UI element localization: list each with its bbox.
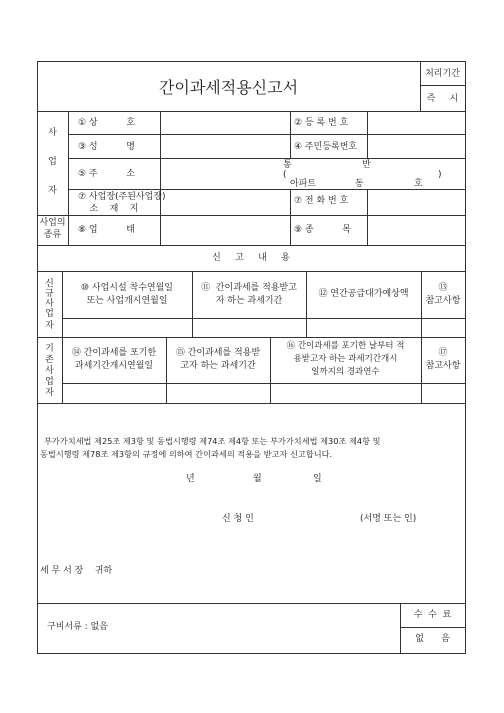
business-type-row-bottom xyxy=(37,245,465,246)
addressee: 세 무 서 장 귀하 xyxy=(40,566,113,576)
fee-value: 없 음 xyxy=(415,634,450,644)
statement-line-2: 동법시행령 제78조 제3항의 규정에 의하여 간이과세의 적용을 받고자 신고합니다. xyxy=(40,449,333,459)
business-section-label-3: 자 xyxy=(48,186,57,196)
new-biz-label-4: 업 xyxy=(45,309,54,319)
business-type-field-label: ⑧ 업 태 xyxy=(78,225,135,235)
new-biz-label-3: 사 xyxy=(45,299,54,309)
new-biz-col12: ⑫ 연간공급대가예상액 xyxy=(318,289,409,299)
place-label-line1: ⑦ 사업장(주된사업장) xyxy=(78,192,166,202)
frame-top xyxy=(37,61,465,62)
date-day: 일 xyxy=(313,474,322,484)
address-apt: 아파트 xyxy=(290,179,317,189)
business-col-divider-1 xyxy=(160,111,161,245)
new-biz-label-1: 신 xyxy=(45,279,54,289)
date-month: 월 xyxy=(253,474,262,484)
exist-biz-col15-line2: 고자 하는 과세기간 xyxy=(180,361,256,371)
address-ban: 반 xyxy=(362,160,371,170)
applicant-sign: (서명 또는 인) xyxy=(360,514,417,524)
attachments: 구비서류 : 없음 xyxy=(47,622,108,632)
fee-label: 수 수 료 xyxy=(413,610,452,620)
business-section-label-2: 업 xyxy=(48,157,57,167)
report-header: 신 고 내 용 xyxy=(212,253,290,263)
business-type-label-line2: 종류 xyxy=(43,230,62,240)
frame-right xyxy=(465,61,466,654)
business-row-line-3 xyxy=(68,189,465,190)
new-biz-col10-line2: 또는 사업개시연월일 xyxy=(86,296,168,306)
address-tong: 통 xyxy=(283,160,292,170)
date-year: 년 xyxy=(186,474,195,484)
fee-box-mid xyxy=(400,627,465,628)
processing-value: 즉 시 xyxy=(426,94,459,104)
new-biz-col-divider-2 xyxy=(306,271,307,337)
business-row-line-1 xyxy=(68,134,465,135)
address-label: ⑤ 주 소 xyxy=(78,169,135,179)
phone-label: ⑦ 전 화 번 호 xyxy=(294,196,349,206)
business-col-divider-4 xyxy=(290,189,291,245)
trade-name-label: ① 상 호 xyxy=(78,118,135,128)
business-row-line-2 xyxy=(68,158,465,159)
name-label: ③ 성 명 xyxy=(78,142,135,152)
business-type-label-line1: 사업의 xyxy=(39,218,66,228)
exist-biz-col15-line1: ⑮ 간이과세를 적용받 xyxy=(175,348,261,358)
exist-biz-label-2: 존 xyxy=(45,355,54,365)
form-title: 간이과세적용신고서 xyxy=(158,78,299,97)
exist-biz-col17-line2: 참고사항 xyxy=(425,361,461,371)
resident-no-label: ④ 주민등록번호 xyxy=(294,142,358,152)
exist-biz-label-5: 자 xyxy=(45,388,54,398)
business-item-field-label: ⑨ 종 목 xyxy=(294,225,351,235)
frame-bottom xyxy=(37,653,465,654)
new-biz-label-5: 자 xyxy=(45,321,54,331)
processing-box-mid xyxy=(420,85,465,86)
business-section-label-1: 사 xyxy=(48,128,57,138)
new-biz-col10-line1: ⑩ 사업시설 착수연월일 xyxy=(80,283,174,293)
exist-biz-section-bottom xyxy=(37,403,465,404)
new-biz-col11-line2: 자 하는 과세기간 xyxy=(215,296,283,306)
exist-biz-header-bottom xyxy=(62,383,465,384)
exist-biz-label-3: 사 xyxy=(45,366,54,376)
exist-biz-col17-line1: ⑰ xyxy=(438,348,448,358)
address-paren-close: ) xyxy=(438,170,442,180)
new-biz-label-2: 규 xyxy=(45,289,54,299)
reg-no-label: ② 등 록 번 호 xyxy=(294,118,349,128)
address-dong: 동 xyxy=(355,179,364,189)
new-biz-col13-line1: ⑬ xyxy=(438,283,448,293)
address-paren-open: ( xyxy=(283,170,287,180)
processing-label: 처리기간 xyxy=(425,69,460,79)
exist-biz-col14-line1: ⑭ 간이과세를 포기한 xyxy=(71,348,157,358)
exist-biz-col16-line1: ⑯ 간이과세를 포기한 날부터 적 xyxy=(286,341,405,351)
place-label-line2: 소 재 지 xyxy=(89,204,139,214)
exist-biz-label-4: 업 xyxy=(45,377,54,387)
title-bottom-line xyxy=(37,111,465,112)
exist-biz-label-1: 기 xyxy=(45,344,54,354)
exist-biz-col16-line2: 용받고자 하는 과세기간개시 xyxy=(293,354,398,364)
statement-line-1: 부가가치세법 제25조 제3항 및 동법시행령 제74조 제4항 또는 부가가치세법 제30조 제4항 및 xyxy=(44,436,381,446)
business-label-divider xyxy=(68,111,69,245)
new-biz-section-bottom xyxy=(37,337,465,338)
address-ho: 호 xyxy=(414,179,423,189)
new-biz-col13-line2: 참고사항 xyxy=(425,296,461,306)
new-biz-header-bottom xyxy=(62,318,465,319)
business-row-line-4 xyxy=(37,215,465,216)
business-col-divider-5 xyxy=(367,189,368,245)
new-biz-col11-line1: ⑪ 간이과세를 적용받고 xyxy=(201,283,297,293)
exist-biz-col14-line2: 과세기간개시연월일 xyxy=(74,361,154,371)
applicant-label: 신 청 인 xyxy=(222,514,254,524)
exist-biz-col16-line3: 일까지의 경과연수 xyxy=(311,367,380,377)
report-header-bottom xyxy=(37,271,465,272)
